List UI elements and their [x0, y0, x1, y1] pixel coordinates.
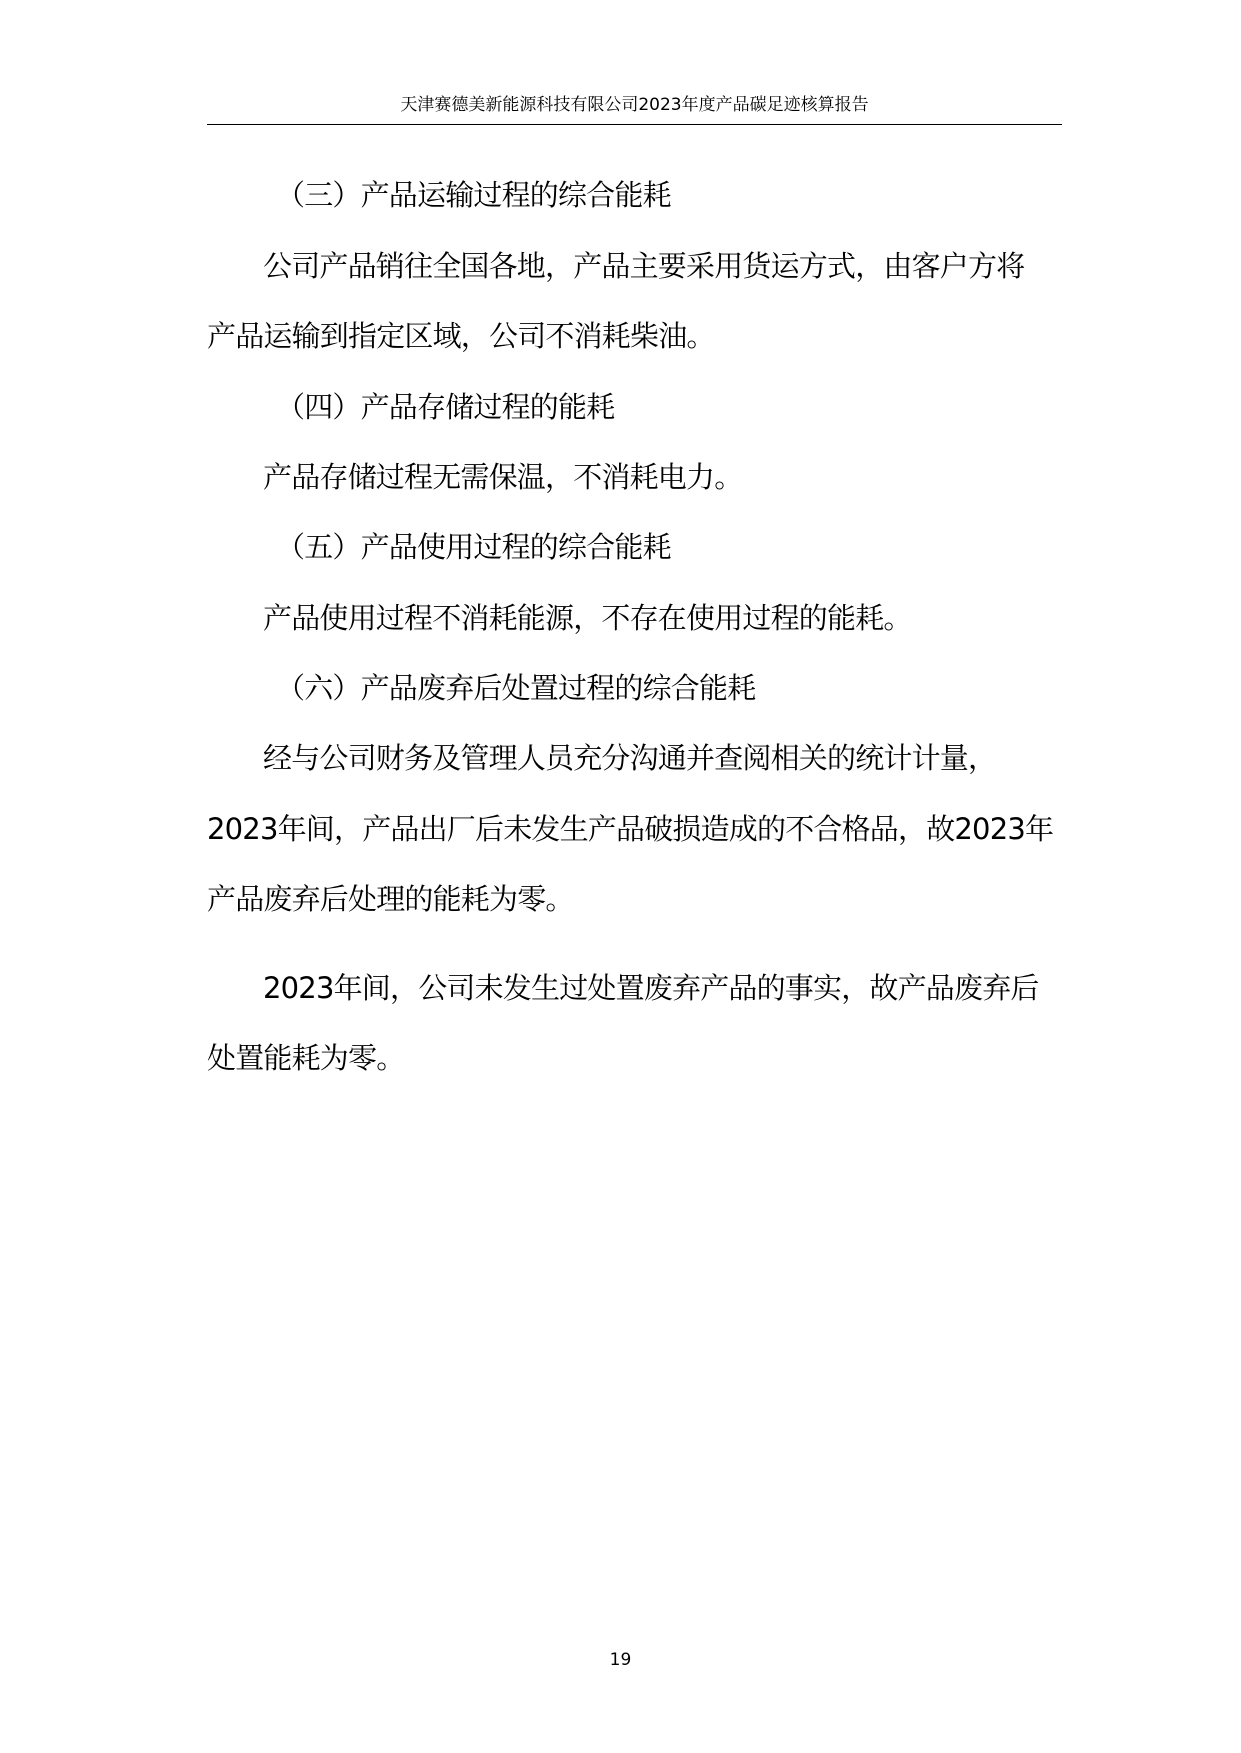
paragraph-line: 处置能耗为零。 — [207, 1041, 405, 1075]
paragraph-line: 产品存储过程无需保温，不消耗电力。 — [263, 460, 743, 494]
paragraph-line: 公司产品销往全国各地，产品主要采用货运方式，由客户方将 — [263, 249, 1025, 283]
paragraph-line: 产品运输到指定区域，公司不消耗柴油。 — [207, 319, 715, 353]
paragraph-line: 产品废弃后处理的能耗为零。 — [207, 882, 574, 916]
section-heading-4: （四）产品存储过程的能耗 — [276, 390, 615, 424]
page-number: 19 — [609, 1650, 632, 1670]
section-heading-3: （三）产品运输过程的综合能耗 — [276, 178, 671, 212]
section-heading-5: （五）产品使用过程的综合能耗 — [276, 530, 671, 564]
paragraph-line: 经与公司财务及管理人员充分沟通并查阅相关的统计计量， — [263, 741, 997, 775]
page-header: 天津赛德美新能源科技有限公司2023年度产品碳足迹核算报告 — [207, 90, 1062, 125]
paragraph-line: 2023年间，公司未发生过处置废弃产品的事实，故产品废弃后 — [263, 971, 1039, 1005]
paragraph-line: 2023年间，产品出厂后未发生产品破损造成的不合格品，故2023年 — [207, 812, 1054, 846]
paragraph-line: 产品使用过程不消耗能源，不存在使用过程的能耗。 — [263, 601, 912, 635]
section-heading-6: （六）产品废弃后处置过程的综合能耗 — [276, 671, 756, 705]
